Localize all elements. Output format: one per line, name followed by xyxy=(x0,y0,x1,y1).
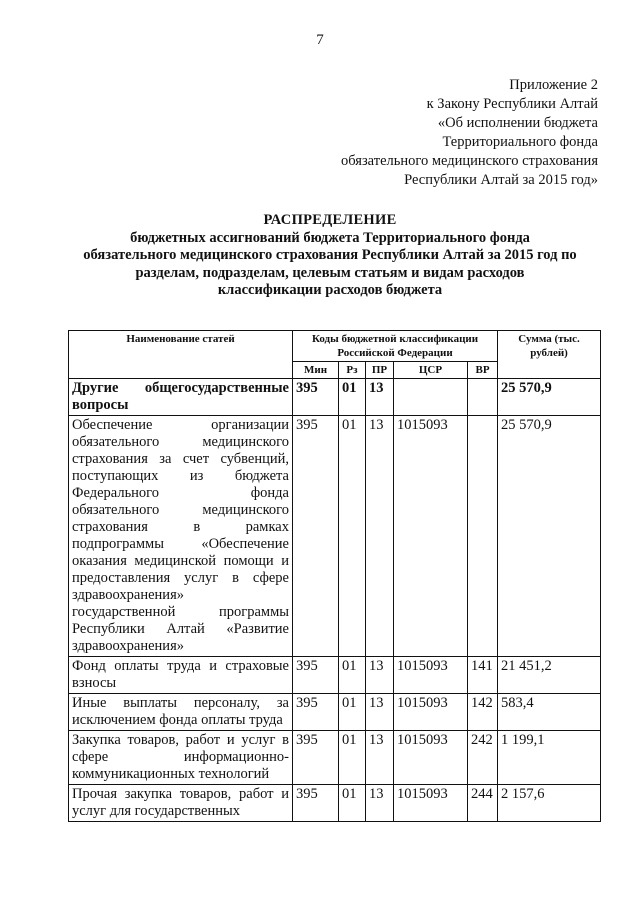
cell-name: Обеспечение организации обязательного медицинского страхования за счет субвенций, поступающих из бюджета Федерального фонда обязательного медицинского страхования в рамках подпрограммы «Обеспечение оказания медицинской помощи и предоставления услуг в сфере здравоохранения» государственной программы Республики Алтай «Развитие здравоохранения» xyxy=(69,416,293,657)
cell-pr: 13 xyxy=(366,785,394,822)
cell-csr: 1015093 xyxy=(394,731,468,785)
header-vr: ВР xyxy=(468,362,498,379)
header-codes: Коды бюджетной классификации Российской Федерации xyxy=(293,331,498,362)
header-pr: ПР xyxy=(366,362,394,379)
cell-pr: 13 xyxy=(366,416,394,657)
cell-min: 395 xyxy=(293,657,339,694)
cell-rz: 01 xyxy=(339,785,366,822)
heading-line: классификации расходов бюджета xyxy=(217,282,443,298)
heading-line: разделам, подразделам, целевым статьям и видам расходов xyxy=(135,264,525,281)
cell-pr: 13 xyxy=(366,379,394,416)
cell-rz: 01 xyxy=(339,416,366,657)
cell-sum: 1 199,1 xyxy=(498,731,601,785)
cell-min: 395 xyxy=(293,731,339,785)
appendix-line: «Об исполнении бюджета xyxy=(437,115,598,131)
cell-vr: 142 xyxy=(468,694,498,731)
cell-rz: 01 xyxy=(339,379,366,416)
cell-vr xyxy=(468,416,498,657)
header-csr: ЦСР xyxy=(394,362,468,379)
cell-csr: 1015093 xyxy=(394,657,468,694)
header-min: Мин xyxy=(293,362,339,379)
document-heading xyxy=(60,212,600,300)
cell-csr: 1015093 xyxy=(394,416,468,657)
heading-line: бюджетных ассигнований бюджета Территориального фонда xyxy=(130,229,530,246)
header-rz: Рз xyxy=(339,362,366,379)
cell-sum: 25 570,9 xyxy=(498,416,601,657)
heading-line: обязательного медицинского страхования Республики Алтай за 2015 год по xyxy=(83,247,577,263)
budget-table xyxy=(68,330,601,822)
cell-vr: 244 xyxy=(468,785,498,822)
appendix-note xyxy=(341,76,598,190)
table-row xyxy=(69,657,601,694)
cell-vr: 141 xyxy=(468,657,498,694)
cell-min: 395 xyxy=(293,694,339,731)
cell-pr: 13 xyxy=(366,731,394,785)
table-row xyxy=(69,416,601,657)
cell-sum: 25 570,9 xyxy=(498,379,601,416)
appendix-line: Приложение 2 xyxy=(509,77,598,93)
cell-min: 395 xyxy=(293,416,339,657)
appendix-line: Республики Алтай за 2015 год» xyxy=(404,172,598,188)
cell-rz: 01 xyxy=(339,694,366,731)
table-row xyxy=(69,379,601,416)
cell-vr xyxy=(468,379,498,416)
header-name: Наименование статей xyxy=(69,331,293,379)
cell-csr: 1015093 xyxy=(394,694,468,731)
appendix-line: Территориального фонда xyxy=(442,134,598,150)
appendix-line: обязательного медицинского страхования xyxy=(341,153,598,169)
cell-csr xyxy=(394,379,468,416)
cell-sum: 583,4 xyxy=(498,694,601,731)
cell-name: Фонд оплаты труда и страховые взносы xyxy=(69,657,293,694)
cell-csr: 1015093 xyxy=(394,785,468,822)
table-row xyxy=(69,785,601,822)
cell-name: Иные выплаты персоналу, за исключением фонда оплаты труда xyxy=(69,694,293,731)
table-row xyxy=(69,694,601,731)
cell-min: 395 xyxy=(293,785,339,822)
cell-rz: 01 xyxy=(339,657,366,694)
cell-name: Закупка товаров, работ и услуг в сфере информационно-коммуникационных технологий xyxy=(69,731,293,785)
cell-sum: 2 157,6 xyxy=(498,785,601,822)
cell-name: Другие общегосударственные вопросы xyxy=(69,379,293,416)
cell-vr: 242 xyxy=(468,731,498,785)
cell-rz: 01 xyxy=(339,731,366,785)
cell-pr: 13 xyxy=(366,657,394,694)
table-row xyxy=(69,731,601,785)
page-number: 7 xyxy=(316,32,324,48)
appendix-line: к Закону Республики Алтай xyxy=(426,96,598,112)
cell-sum: 21 451,2 xyxy=(498,657,601,694)
cell-pr: 13 xyxy=(366,694,394,731)
header-sum: Сумма (тыс. рублей) xyxy=(498,331,601,379)
cell-min: 395 xyxy=(293,379,339,416)
document-title: РАСПРЕДЕЛЕНИЕ xyxy=(263,212,397,228)
cell-name: Прочая закупка товаров, работ и услуг для государственных xyxy=(69,785,293,822)
